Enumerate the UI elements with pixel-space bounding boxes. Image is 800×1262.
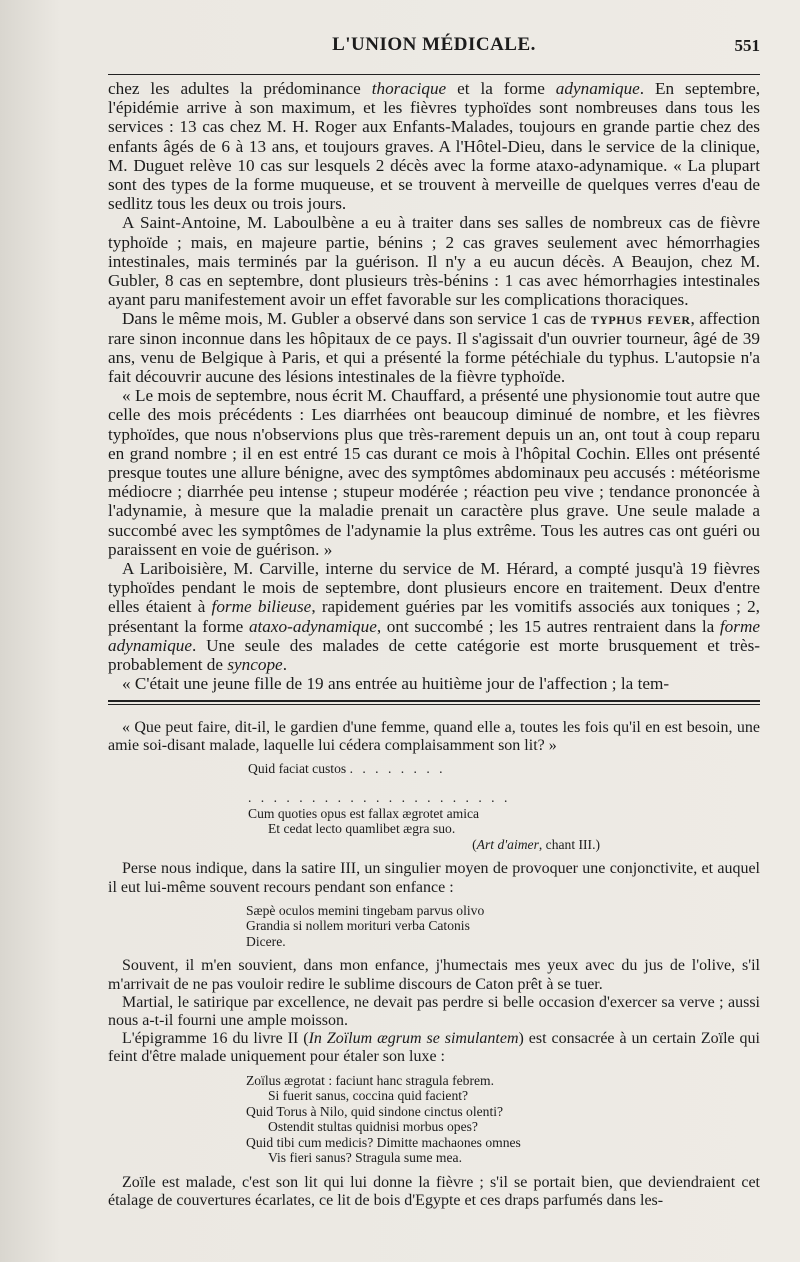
paragraph: Zoïle est malade, c'est son lit qui lui donne la fièvre ; s'il se portait bien, que deviendraient cet étalage de couvertures écarlates, ce lit de bois d'Egypte et ces draps parfumés dans les- [108,1173,760,1209]
verse-line: Vis fieri sanus? Stragula sume mea. [268,1150,462,1166]
text-run: A Lariboisière, M. Carville, interne du service de M. Hérard, a compté jusqu'à 19 fièvres typhoïdes pendant le mois de septembre, dont plusieurs encore en traitement. Deux d'entre elles étaient à [108,559,760,617]
italic-term: adynamique [555,79,640,98]
verse-line: Zoïlus ægrotat : faciunt hanc stragula febrem. [246,1072,495,1088]
text-run: Dans le même mois, M. Gubler a observé dans son service 1 cas de [122,309,591,329]
verse-line: Sæpè oculos memini tingebam parvus olivo [246,902,485,918]
verse-block [108,761,760,853]
text-run: ) est consacrée à un certain Zoïle qui feint d'être malade uniquement pour étaler son luxe : [108,1030,761,1066]
paragraph [108,1030,760,1066]
verse-line: Quid tibi cum medicis? Dimitte machaones omnes [246,1134,521,1150]
paragraph [108,79,760,213]
text-run: , ont succombé ; les 15 autres rentraient dans la [376,616,720,636]
paragraph: A Saint-Antoine, M. Laboulbène a eu à traiter dans ses salles de nombreux cas de fièvre typhoïde ; mais, en majeure partie, bénins ; 2 cas graves seulement avec hémorrhagies intestinales, mais terminés par la guérison. Il n'y a eu aucun décès. A Beaujon, chez M. Gubler, 8 cas en septembre, dont plusieurs très-bénins : 1 cas avec hémorrhagies intestinales ayant paru manifestement avoir un effet favorable sur les complications thoraciques. [108,213,760,310]
italic-term: syncope [227,655,283,675]
text-run: , chant III.) [538,836,600,852]
italic-term: Art d'aimer [476,836,539,852]
text-run: L'épigramme 16 du livre II ( [122,1030,309,1048]
paragraph: Perse nous indique, dans la satire III, un singulier moyen de provoquer une conjonctivite, et auquel il eut lui-même souvent recours pendant son enfance : [108,860,760,896]
text-run: et la forme [446,79,556,98]
page-number: 551 [734,36,760,55]
feuilleton-text [108,719,760,1210]
epigram-block [108,1073,760,1166]
verse-source [108,837,760,853]
italic-term: In Zoïlum ægrum se simulantem [308,1030,519,1048]
verse-line: Grandia si nollem morituri verba Catonis [246,918,470,934]
feuilleton-rule [108,700,760,705]
text-run: . En septembre, l'épidémie arrive à son maximum, et les fièvres typhoïdes sont nombreuses dans tous les services : 13 cas chez M. H. Roger aux Enfants-Malades, toujours en grande partie chez des enfants âgés de 6 à 13 ans, et toujours graves. A l'Hôtel-Dieu, dans le service de la clinique, M. Duguet relève 10 cas sur lesquels 2 décès avec la forme ataxo-adynamique. « La plupart sont des types de la forme muqueuse, et se trouvent à merveille de quelques verres d'eau de sedlitz tous les deux ou trois jours. [108,79,760,214]
text-run: , affection rare sinon inconnue dans les hôpitaux de ce pays. Il s'agissait d'un ouvrier tourneur, âgé de 39 ans, venu de Belgique à Paris, et qui a présenté la forme pétéchiale du typhus. L'autopsie n'a fait découvrir aucune des lésions intestinales de la fièvre typhoïde. [108,309,760,387]
journal-title: L'UNION MÉDICALE. [332,34,536,55]
paragraph: Souvent, il m'en souvient, dans mon enfance, j'humectais mes yeux avec du jus de l'olive, s'il m'arrivait de ne pas vouloir redire le sublime discours de Caton prêt à se tuer. [108,957,760,993]
text-run: . [282,655,287,675]
verse-line: Et cedat lecto quamlibet ægra suo. [268,821,456,837]
italic-term: thoracique [371,79,447,98]
ellipsis-line: . . . . . . . . . . . . . . . . . . . . . [248,790,511,806]
paragraph: « Le mois de septembre, nous écrit M. Chauffard, a présenté une physionomie tout autre que celle des mois précédents : Les diarrhées ont beaucoup diminué de nombre, et les fièvres typhoïdes, que nous n'observions plus que très-rarement depuis un an, ont tout à coup reparu en grand nombre ; il en est entré 15 cas durant ce mois à l'hôpital Cochin. Elles ont présenté presque toutes une allure bénigne, avec des symptômes abdominaux peu accusés : météorisme médiocre ; diarrhée peu intense ; stupeur modérée ; réaction peu vive ; tendance prononcée à l'adynamie, à mesure que la maladie prenait un caractère plus grave. Une seule malade a succombé avec les symptômes de l'adynamie la plus extrême. Tous les autres cas ont guéri ou paraissent en voie de guérison. » [108,386,760,559]
small-caps-term: typhus fever [590,309,691,329]
verse-line: Si fuerit sanus, coccina quid facient? [268,1088,469,1104]
header-rule [108,74,760,75]
text-run: chez les adultes la prédominance [108,79,372,98]
ellipsis: . . . . . . . . [349,760,446,776]
main-text [108,79,760,694]
text-run: ( [472,836,477,852]
paragraph: « C'était une jeune fille de 19 ans entrée au huitième jour de l'affection ; la tem- [122,674,670,694]
italic-term: forme adynamique [108,616,760,655]
text-run: , rapidement guéries par les vomitifs associés aux toniques ; 2, présentant la forme [108,597,760,636]
paragraph [108,309,760,386]
verse-line: Cum quoties opus est fallax ægrotet amica [248,805,480,821]
paragraph: Martial, le satirique par excellence, ne devait pas perdre si belle occasion d'exercer sa verve ; aussi nous a-t-il fourni une ample moisson. [108,993,760,1029]
verse-block [108,903,760,950]
italic-term: forme bilieuse [211,597,312,617]
italic-term: ataxo-adynamique [248,616,377,636]
running-header [108,28,760,58]
verse-line [108,761,760,777]
paragraph [108,559,760,674]
verse-line: Ostendit stultas quidnisi morbus opes? [268,1119,478,1135]
verse-line: Quid Torus à Nilo, quid sindone cinctus olenti? [246,1103,504,1119]
verse-text: Quid faciat custos [248,760,347,776]
verse-line: Dicere. [246,933,286,949]
paragraph: « Que peut faire, dit-il, le gardien d'une femme, quand elle a, toutes les fois qu'il en est besoin, une amie soi-disant malade, laquelle lui cédera complaisamment son lit? » [108,718,760,754]
text-run: . Une seule des malades de cette catégorie est morte brusquement et très-probablement de [108,635,760,675]
